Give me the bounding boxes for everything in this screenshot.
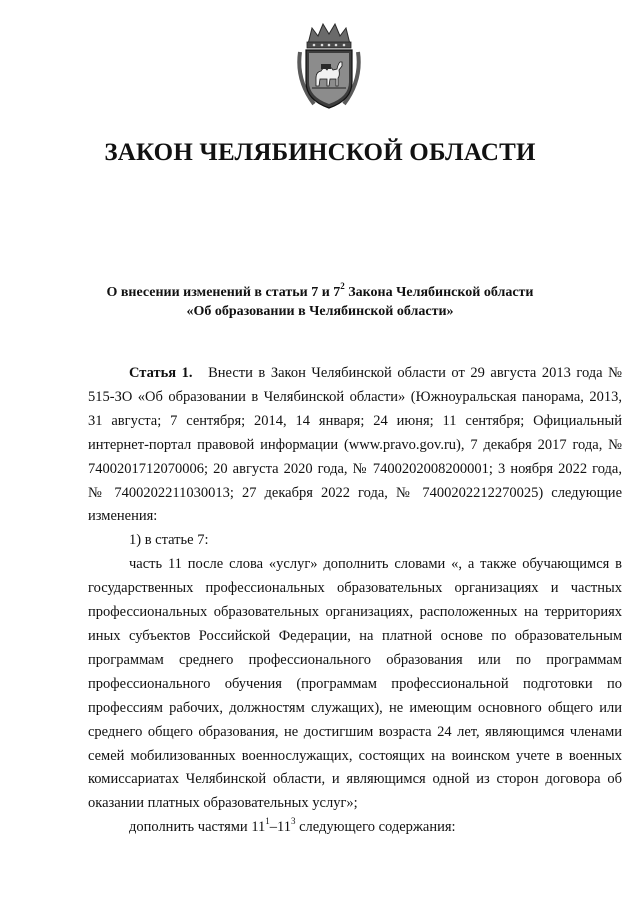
coat-of-arms-emblem bbox=[294, 20, 364, 112]
law-title: ЗАКОН ЧЕЛЯБИНСКОЙ ОБЛАСТИ bbox=[104, 139, 536, 166]
part-11-paragraph: часть 11 после слова «услуг» дополнить словами «, а также обучающимся в государственных профессиональных образовательных организациях и частных профессиональных образовательных организациях, расположенных на территориях иных субъектов Российской Федерации, на платной основе по образовательным программам среднего профессионального образования или по программам профессионального обучения (программам профессиональной подготовки по профессиям рабочих, должностям служащих), не имеющим основного общего или среднего общего образования, не достигшим возраста 24 лет, являющимся членами семей мобилизованных военнослужащих, состоящих на воинском учете в военных комиссариатах Челябинской области, и являющимся одной из сторон договора об оказании платных образовательных услуг»; bbox=[88, 556, 622, 812]
article-label: Статья 1. bbox=[129, 365, 193, 381]
add-parts-superscript-1: 1 bbox=[265, 816, 270, 827]
subject-line-1-part-a: О внесении изменений в статьи 7 и 7 bbox=[106, 285, 341, 300]
article-1-paragraph bbox=[88, 362, 622, 529]
subject-line-1-part-b: Закона Челябинской области bbox=[344, 285, 534, 300]
add-parts-text-b: следующего содержания: bbox=[295, 819, 456, 836]
add-parts-paragraph bbox=[88, 816, 622, 840]
subject-line-2: «Об образовании в Челябинской области» bbox=[186, 304, 454, 319]
item-1-paragraph: 1) в статье 7: bbox=[129, 532, 209, 549]
law-subject bbox=[60, 283, 580, 321]
add-parts-dash: –11 bbox=[269, 819, 291, 836]
add-parts-superscript-2: 3 bbox=[291, 816, 296, 827]
subject-line-1 bbox=[60, 283, 580, 302]
subject-superscript: 2 bbox=[340, 281, 345, 292]
add-parts-text-a: дополнить частями 11 bbox=[129, 819, 266, 836]
document-body bbox=[88, 362, 622, 840]
article-intro-text: Внести в Закон Челябинской области от 29 августа 2013 года № 515-ЗО «Об образовании в Челябинской области» (Южноуральская панорама, 2013, 31 августа; 7 сентября; 2014, 14 января; 24 июня; 11 сентября; Официальный интернет-портал правовой информации (www.pravo.gov.ru), 7 декабря 2017 года, № 7400201712070006; 20 августа 2020 года, № 7400202008200001; 3 ноября 2022 года, № 7400202211030013; 27 декабря 2022 года, № 7400202212270025) следующие изменения: bbox=[88, 365, 623, 525]
